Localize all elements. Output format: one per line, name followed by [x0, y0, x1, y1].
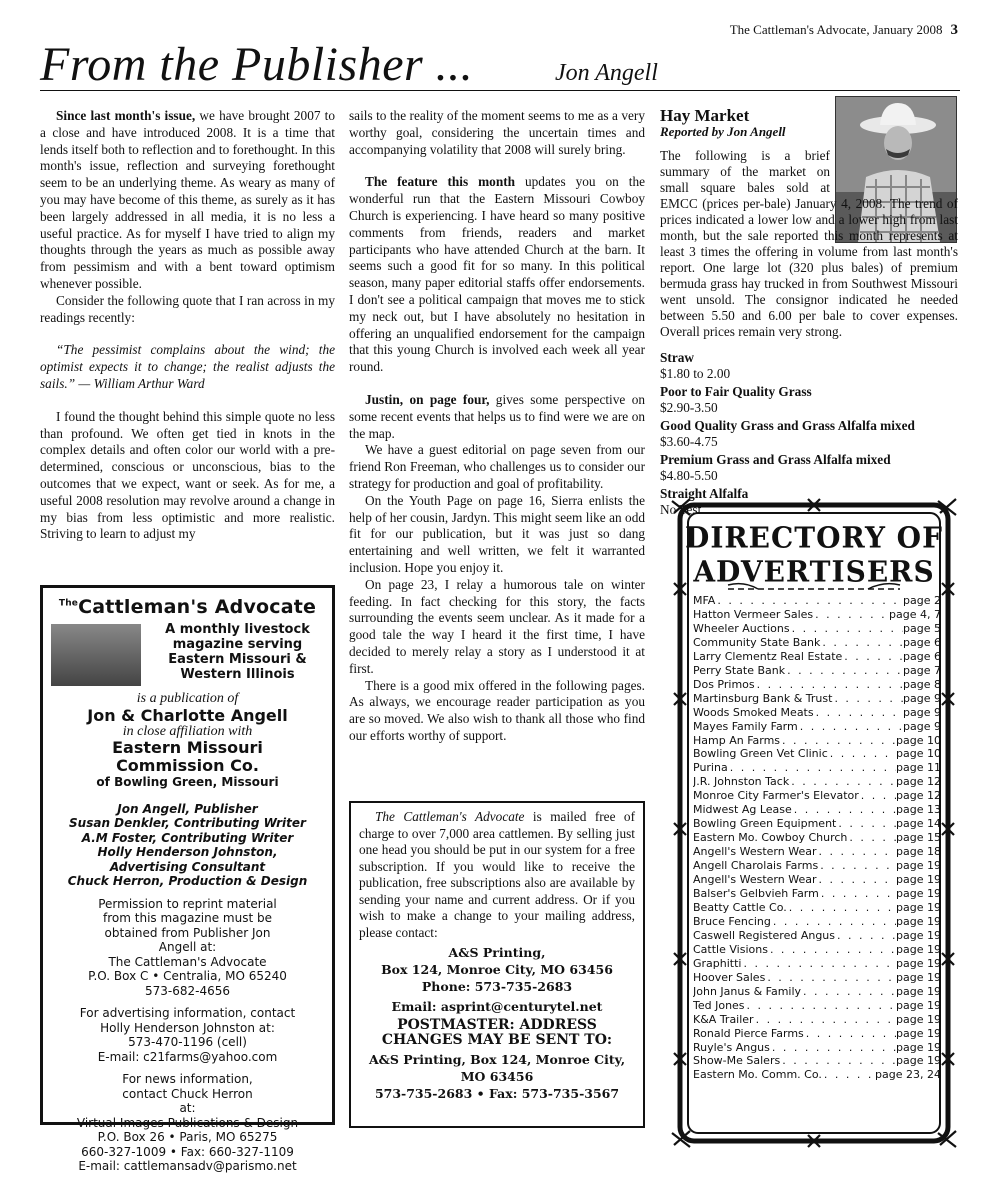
advertiser-page: page 11 — [896, 761, 941, 775]
advertiser-name: Balser's Gelbvieh Farm — [693, 887, 819, 901]
leader-dots — [780, 734, 896, 748]
leader-dots — [754, 1013, 896, 1027]
paragraph: We have a guest editorial on page seven from our friend Ron Freeman, who challenges us to consider our strategy for production and goal of profitability. — [349, 442, 645, 491]
publisher-info: is a publication of Jon & Charlotte Angell in close affiliation with Eastern Missouri Commission Co. of Bowling Green, Missouri — [87, 691, 288, 789]
magazine-tagline: A monthly livestock magazine serving Eastern Missouri & Western Illinois — [165, 622, 310, 682]
advertiser-name: Beatty Cattle Co. — [693, 900, 787, 914]
advertiser-name: Ted Jones — [693, 998, 745, 1012]
advertiser-name: John Janus & Family — [693, 984, 802, 998]
list-item — [693, 901, 941, 915]
list-item — [693, 859, 941, 873]
paragraph: There is a good mix offered in the following pages. As always, we encourage reader participation as you are so moved. We also wish to thank all those who find our efforts worthy of support. — [349, 677, 645, 743]
list-item — [693, 789, 941, 803]
leader-dots — [765, 971, 896, 985]
advertiser-name: Bruce Fencing — [693, 914, 771, 928]
hay-market-title: Hay Market — [660, 106, 750, 125]
photo-spacer — [830, 148, 958, 196]
leader-dots — [859, 789, 896, 803]
list-item — [693, 594, 941, 608]
author-name: Jon Angell — [555, 60, 658, 86]
list-item — [693, 775, 941, 789]
advertiser-page: page 19 — [896, 1012, 941, 1026]
masthead — [40, 40, 960, 91]
advertiser-name: Angell's Western Wear — [693, 845, 817, 859]
advertiser-directory — [668, 493, 960, 1153]
advertising-info: For advertising information, contact Holly Henderson Johnston at: — [79, 1006, 296, 1035]
advertiser-name: Martinsburg Bank & Trust — [693, 691, 833, 705]
leader-dots — [847, 831, 896, 845]
advertiser-name: Hatton Vermeer Sales — [693, 607, 814, 621]
advertiser-page: page 2 — [903, 594, 941, 607]
advertiser-page: page 19 — [896, 859, 941, 873]
magazine-logo: $^{The}$Cattleman's Advocate — [58, 596, 317, 618]
leader-dots — [820, 636, 903, 650]
leader-dots — [822, 1068, 875, 1082]
advertiser-page: page 9 — [903, 705, 941, 719]
list-item — [693, 971, 941, 985]
price-value: $3.60-4.75 — [660, 434, 718, 449]
advertiser-name: Perry State Bank — [693, 663, 786, 677]
advertiser-name: Ronald Pierce Farms — [693, 1026, 804, 1040]
leader-dots — [819, 887, 896, 901]
list-item — [693, 608, 941, 622]
advertiser-name: Bowling Green Vet Clinic — [693, 747, 828, 761]
price-value: No Test — [660, 502, 702, 517]
advertiser-name: Larry Clementz Real Estate — [693, 649, 843, 663]
list-item — [693, 706, 941, 720]
advertiser-page: page 19 — [896, 970, 941, 984]
advertiser-name: Bowling Green Equipment — [693, 817, 837, 831]
leader-dots — [771, 915, 896, 929]
leader-dots — [787, 901, 896, 915]
advertiser-name: Graphitti — [693, 956, 742, 970]
news-info: For news information, contact Chuck Herron at: — [122, 1072, 253, 1115]
price-label: Premium Grass and Grass Alfalfa mixed — [660, 452, 891, 467]
list-item — [693, 1027, 941, 1041]
leader-dots — [768, 943, 896, 957]
advertiser-page: page 19 — [896, 928, 941, 942]
advertiser-name: Purina — [693, 761, 728, 775]
paragraph: Consider the following quote that I ran across in my readings recently: — [40, 292, 335, 325]
page-title: From the Publisher ... — [40, 38, 474, 91]
advertiser-page: page 6 — [903, 635, 941, 649]
advertiser-name: MFA — [693, 594, 716, 607]
article-column-1 — [40, 108, 335, 543]
list-item — [693, 873, 941, 887]
list-item — [693, 761, 941, 775]
subscription-text: The Cattleman's Advocate is mailed free of charge to over 7,000 area cattlemen. By selling just one head you should be put in our system for a free subscription. If you would like to receive the publication, free subscriptions also are available by sending your name and current address. Or if you wish to make a change to your mailing address, please contact: — [359, 809, 635, 940]
advertiser-page: page 15 — [896, 831, 941, 845]
price-value: $4.80-5.50 — [660, 468, 718, 483]
directory-title: DIRECTORY OF ADVERTISERS — [685, 520, 943, 589]
advertiser-name: Caswell Registered Angus — [693, 928, 836, 942]
paragraph: On the Youth Page on page 16, Sierra enlists the help of her cousin, Jardyn. This might seem like an odd fit for our publication, but it was just so dang entertaining and well written, we felt it warranted inclusion. Hope you enjoy it. — [349, 492, 645, 575]
advertiser-page: page 23, 24 — [875, 1068, 941, 1082]
leader-dots — [835, 929, 896, 943]
postmaster-notice: POSTMASTER: ADDRESS CHANGES MAY BE SENT TO: — [381, 1017, 613, 1048]
list-item — [693, 734, 941, 748]
leader-dots — [780, 1054, 896, 1068]
leader-dots — [816, 845, 896, 859]
list-item — [693, 692, 941, 706]
advertiser-page: page 7 — [903, 663, 941, 677]
list-item — [693, 678, 941, 692]
advertiser-page: page 10 — [896, 733, 941, 747]
paragraph: Justin, on page four, gives some perspective on some recent events that helps us to find were we are on the map. — [349, 391, 645, 441]
advertiser-name: K&A Trailer — [693, 1012, 754, 1026]
advertiser-name: Midwest Ag Lease — [693, 803, 792, 817]
leader-dots — [816, 873, 896, 887]
advertiser-page: page 14 — [896, 817, 941, 831]
subscription-box: The Cattleman's Advocate is mailed free of charge to over 7,000 area cattlemen. By selling just one head you should be put in our system for a free subscription. If you would like to receive the publication, free subscriptions also are available by sending your name and current address. Or if you wish to make a change to your mailing address, please contact: A&S Printing, Box 124, Monroe City, MO 63456 Phone: 573-735-2683 Email: asprint@centurytel.net POSTMASTER: ADDRESS CHANGES MAY BE SENT TO: A&S Printing, Box 124, Monroe City, MO 63456 573-735-2683 • Fax: 573-735-3567 — [349, 801, 645, 1128]
page-number: 3 — [950, 22, 958, 38]
advertiser-page: page 19 — [896, 900, 941, 914]
leader-dots — [798, 720, 903, 734]
leader-dots — [814, 706, 903, 720]
price-label: Straw — [660, 350, 694, 365]
leader-dots — [842, 650, 903, 664]
advertiser-page: page 18 — [896, 845, 941, 859]
advertiser-page: page 19 — [896, 998, 941, 1012]
advertiser-name: J.R. Johnston Tack — [693, 775, 790, 789]
advertiser-page: page 19 — [896, 1054, 941, 1068]
advertiser-name: Wheeler Auctions — [693, 621, 790, 635]
list-item — [693, 664, 941, 678]
staff-list: Jon Angell, Publisher Susan Denkler, Contributing Writer A.M Foster, Contributing Writer Holly Henderson Johnston, Advertising Consultant Chuck Herron, Production & Design — [67, 801, 308, 888]
list-item — [693, 1013, 941, 1027]
leader-dots — [789, 775, 896, 789]
advertiser-name: Monroe City Farmer's Elevator — [693, 789, 859, 803]
leader-dots — [728, 761, 896, 775]
leader-dots — [832, 692, 903, 706]
list-item — [693, 1068, 941, 1082]
leader-dots — [785, 664, 903, 678]
advertiser-page: page 19 — [896, 887, 941, 901]
advertiser-name: Eastern Mo. Cowboy Church — [693, 831, 848, 845]
hay-market-section — [660, 108, 958, 518]
advertiser-page: page 19 — [896, 914, 941, 928]
running-head-text: The Cattleman's Advocate, January 2008 — [729, 22, 943, 37]
advertiser-page: page 13 — [896, 803, 941, 817]
leader-dots — [741, 957, 896, 971]
leader-dots — [804, 1027, 896, 1041]
hay-market-body: The following is a brief summary of the market on small square bales sold at EMCC (prices per-bale) January 4, 2008. The trend of prices indicated a lower low and a lower high from last month, but the sale reported this month represents at least 3 times the offering in volume from last month's report. One large lot (320 plus bales) of premium bermuda grass hay trucked in from Southwest Missouri went unsold. The consignor indicated he needed between 5.50 and 6.00 per bale to cover expenses. Overall prices remain very strong. — [660, 148, 958, 339]
advertiser-page: page 6 — [903, 649, 941, 663]
advertiser-page: page 4, 7 — [889, 607, 941, 621]
cattle-photo — [51, 624, 141, 686]
list-item — [693, 1054, 941, 1068]
list-item — [693, 817, 941, 831]
advertiser-name: Show-Me Salers — [693, 1054, 781, 1068]
advertiser-page: page 12 — [896, 789, 941, 803]
advertiser-name: Angell Charolais Farms — [693, 859, 819, 873]
advertiser-name: Hamp An Farms — [693, 733, 781, 747]
list-item — [693, 622, 941, 636]
advertiser-name: Hoover Sales — [693, 970, 766, 984]
price-value: $2.90-3.50 — [660, 400, 718, 415]
hay-market-byline: Reported by Jon Angell — [660, 124, 786, 139]
advertiser-page: page 19 — [896, 873, 941, 887]
advertiser-name: Woods Smoked Meats — [693, 705, 814, 719]
advertiser-page: page 19 — [896, 956, 941, 970]
price-label: Straight Alfalfa — [660, 486, 749, 501]
leader-dots — [828, 747, 896, 761]
advertiser-page: page 9 — [903, 719, 941, 733]
list-item — [693, 999, 941, 1013]
advertiser-page: page 8 — [903, 677, 941, 691]
list-item — [693, 636, 941, 650]
leader-dots — [745, 999, 896, 1013]
leader-dots — [818, 859, 896, 873]
article-column-2 — [349, 108, 645, 745]
leader-dots — [813, 608, 889, 622]
advertiser-name: Community State Bank — [693, 635, 821, 649]
running-head — [730, 22, 958, 39]
directory-list — [693, 594, 941, 1082]
list-item — [693, 803, 941, 817]
list-item — [693, 915, 941, 929]
paragraph: Since last month's issue, we have brought 2007 to a close and have introduced 2008. It is a time that lends itself both to reflection and to forethought. In this month's issue, reflection and surveying forethought seem to be an underlying theme. As weary as many of you may have become of this theme, as surely as it has been largely addressed in all media, it is no less a useful practice. As for myself I have tried to align my thoughts through the years as much as possible away from pessimism and with a bent toward optimism whenever possible. — [40, 108, 335, 291]
advertiser-name: Mayes Family Farm — [693, 719, 798, 733]
advertiser-page: page 5 — [903, 621, 941, 635]
advertiser-page: page 19 — [896, 984, 941, 998]
advertiser-name: Eastern Mo. Comm. Co. — [693, 1068, 822, 1082]
leader-dots — [801, 985, 896, 999]
list-item — [693, 831, 941, 845]
leader-dots — [755, 678, 903, 692]
list-item — [693, 957, 941, 971]
paragraph: I found the thought behind this simple quote no less than profound. We often get tied in knots in the complex details and often color our world with a pre-determined, conscious or unconscious, bias to the outcomes that we expect, want or seek. As for me, a useful 2008 resolution may revolve around a change in my bias from less optimistic and more realistic. Striving to learn to adjust my — [40, 408, 335, 542]
advertiser-name: Dos Primos — [693, 677, 755, 691]
list-item — [693, 985, 941, 999]
list-item — [693, 650, 941, 664]
advertiser-page: page 19 — [896, 1040, 941, 1054]
paragraph: The feature this month updates you on the wonderful run that the Eastern Missouri Cowboy Church is experiencing. I have heard so many positive comments from friends, readers and market participants who have attended Church at the barn. It seems such a good fit for so many. In this political season, many paper editorial staffs offer endorsements. I don't see a political campaign that moves me to stick my neck out, but I have absolutely no hesitation in offering an unqualified endorsement for the campaign that this young Church is involved each week all year round. — [349, 174, 645, 375]
leader-dots — [715, 594, 903, 608]
advertiser-page: page 19 — [896, 942, 941, 956]
leader-dots — [790, 622, 903, 636]
list-item — [693, 1041, 941, 1055]
list-item — [693, 720, 941, 734]
list-item — [693, 845, 941, 859]
price-label: Good Quality Grass and Grass Alfalfa mixed — [660, 418, 915, 433]
reprint-notice: Permission to reprint material from this magazine must be obtained from Publisher Jon Angell at: — [98, 896, 277, 954]
advertiser-page: page 9 — [903, 691, 941, 705]
advertiser-page: page 19 — [896, 1026, 941, 1040]
advertiser-name: Angell's Western Wear — [693, 873, 817, 887]
paragraph: sails to the reality of the moment seems to me as a very worthy goal, considering the uncertain times and accompanying volatility that 2008 will surely bring. — [349, 108, 645, 157]
leader-dots — [770, 1041, 896, 1055]
price-label: Poor to Fair Quality Grass — [660, 384, 812, 399]
list-item — [693, 747, 941, 761]
advertiser-name: Ruyle's Angus — [693, 1040, 770, 1054]
list-item — [693, 887, 941, 901]
leader-dots — [792, 803, 896, 817]
leader-dots — [836, 817, 896, 831]
list-item — [693, 943, 941, 957]
price-value: $1.80 to 2.00 — [660, 366, 731, 381]
list-item — [693, 929, 941, 943]
advertiser-name: Cattle Visions — [693, 942, 768, 956]
publication-info-box: $^{The}$Cattleman's Advocate A monthly livestock magazine serving Eastern Missouri & Western Illinois is a publication of Jon & Charlotte Angell in close affiliation with Eastern Missouri Commission Co. of Bowling Green, Missouri Jon Angell, Publisher Susan Denkler, Contributing Writer A.M Foster, Contributing Writer Holly Henderson Johnston, Advertising Consultant Chuck Herron, Production & Design Permission to reprint material from this magazine must be obtained from Publisher Jon Angell at: The Cattleman's Advocate P.O. Box C • Centralia, MO 65240 573-682-4656 For advertising information, contact Holly Henderson Johnston at: 573-470-1196 (cell) E-mail: c21farms@yahoo.com For news information, contact Chuck Herron at: Virtual Images Publications & Design P.O. Box 26 • Paris, MO 65275 660-327-1009 • Fax: 660-327-1109 E-mail: cattlemansadv@parismo.net — [40, 585, 335, 1125]
advertiser-page: page 12 — [896, 775, 941, 789]
advertiser-page: page 10 — [896, 747, 941, 761]
pull-quote: “The pessimist complains about the wind; the optimist expects it to change; the realist adjusts the sails.” — William Arthur Ward — [40, 342, 335, 391]
paragraph: On page 23, I relay a humorous tale on winter feeding. In fact checking for this story, the facts surrounding the events seem unclear. As it made for a good tale the way I heard it the first time, I have decided to merely relay a story as I understood it at first. — [349, 576, 645, 676]
